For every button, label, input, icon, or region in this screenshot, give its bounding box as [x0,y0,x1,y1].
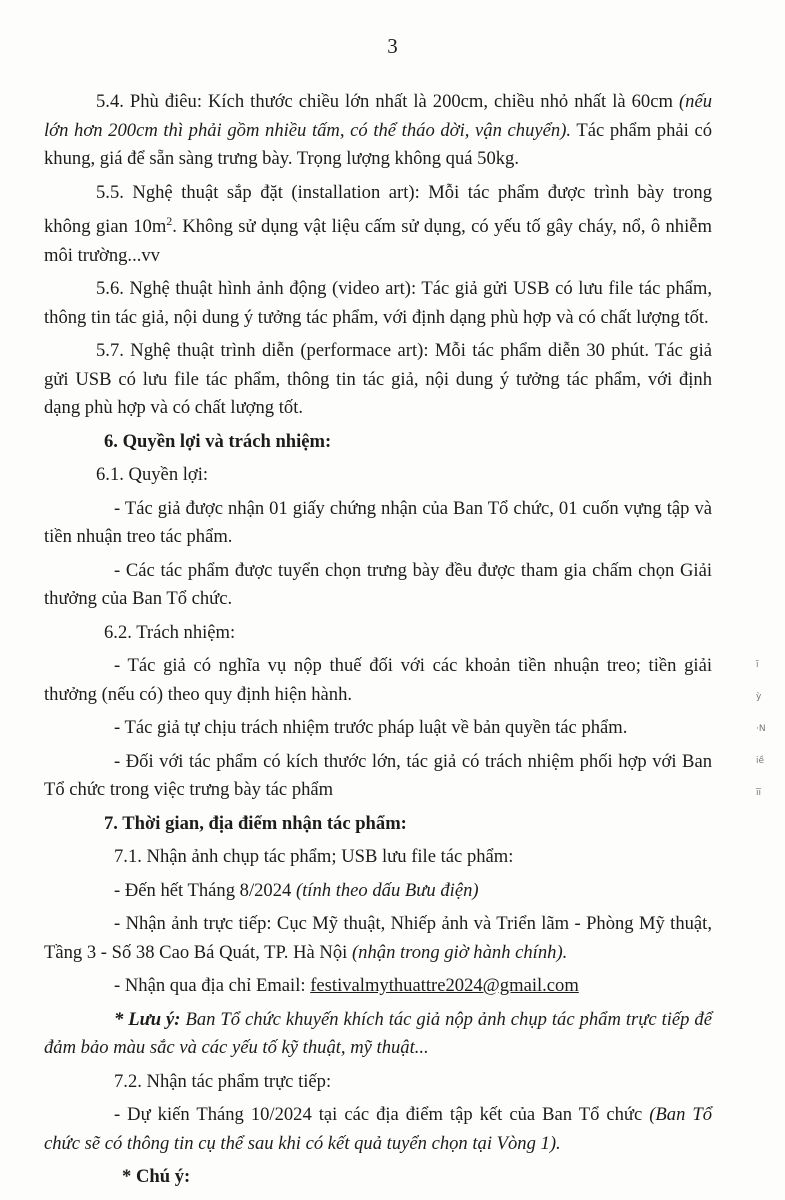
edge-mark: ĩ [756,660,759,670]
edge-bleed-marks [756,660,785,820]
edge-mark: iề [756,756,765,766]
list-item: - Đối với tác phẩm có kích thước lớn, tác giả có trách nhiệm phối hợp với Ban Tổ chức trong việc trưng bày tác phẩm [44,750,712,801]
section-5-6: 5.6. Nghệ thuật hình ảnh động (video art): Tác giả gửi USB có lưu file tác phẩm, thông tin tác giả, nội dung ý tưởng tác phẩm, với định dạng phù hợp và có chất lượng tốt. [44,278,712,328]
section-5-7: 5.7. Nghệ thuật trình diễn (performace art): Mỗi tác phẩm diễn 30 phút. Tác giả gửi USB có lưu file tác phẩm, thông tin tác giả, nội dung ý tưởng tác phẩm, với định dạng phù hợp và có chất lượng tốt. [44,340,712,419]
page-number: 3 [387,34,398,58]
note-chu-y: * Chú ý: [122,1166,191,1188]
edge-mark: īī [756,788,762,798]
list-item: - Tác giả có nghĩa vụ nộp thuế đối với các khoản tiền nhuận treo; tiền giải thưởng (nếu có) theo quy định hiện hành. [44,655,712,705]
document-body [44,88,712,1197]
section-6-1: 6.1. Quyền lợi: [96,464,209,486]
section-6-2: 6.2. Trách nhiệm: [104,621,236,643]
email-link[interactable]: festivalmythuattre2024@gmail.com [310,975,579,997]
section-7-1: 7.1. Nhận ảnh chụp tác phẩm; USB lưu file tác phẩm: [114,846,514,868]
direct-artwork-item: - Dự kiến Tháng 10/2024 tại các địa điểm tập kết của Ban Tổ chức (Ban Tổ chức sẽ có thông tin cụ thể sau khi có kết quả tuyển chọn tại Vòng 1). [44,1104,713,1154]
section-5-5: 5.5. Nghệ thuật sắp đặt (installation art): Mỗi tác phẩm được trình bày trong không gian $10m^2$. Không sử dụng vật liệu cấm sử dụng, có yếu tố gây cháy, nổ, ô nhiễm môi trường...vv [44,181,712,266]
heading-section-6: 6. Quyền lợi và trách nhiệm: [104,430,332,452]
direct-delivery-item: - Nhận ảnh trực tiếp: Cục Mỹ thuật, Nhiếp ảnh và Triển lãm - Phòng Mỹ thuật, Tầng 3 - Số 38 Cao Bá Quát, TP. Hà Nội (nhận trong giờ hành chính). [44,913,712,963]
list-item: - Tác giả tự chịu trách nhiệm trước pháp luật về bản quyền tác phẩm. [114,717,628,739]
edge-mark: ỳ [756,692,762,702]
list-item: - Tác giả được nhận 01 giấy chứng nhận của Ban Tổ chức, 01 cuốn vựng tập và tiền nhuận treo tác phẩm. [44,497,712,548]
section-7-2: 7.2. Nhận tác phẩm trực tiếp: [114,1070,332,1092]
heading-section-7: 7. Thời gian, địa điểm nhận tác phẩm: [104,812,407,834]
section-5-4: 5.4. Phù điêu: Kích thước chiều lớn nhất là 200cm, chiều nhỏ nhất là 60cm (nếu lớn hơn 200cm thì phải gồm nhiều tấm, có thể tháo dời, vận chuyển). Tác phẩm phải có khung, giá để sẵn sàng trưng bày. Trọng lượng không quá 50kg. [44,91,713,169]
edge-mark: ·N [756,724,766,734]
note-luu-y: * Lưu ý: Ban Tổ chức khuyến khích tác giả nộp ảnh chụp tác phẩm trực tiếp để đảm bảo màu sắc và các yếu tố kỹ thuật, mỹ thuật... [44,1008,712,1059]
email-item: - Nhận qua địa chỉ Email: festivalmythuattre2024@gmail.com [114,975,579,997]
deadline-item: - Đến hết Tháng 8/2024 (tính theo dấu Bưu điện) [114,879,479,901]
list-item: - Các tác phẩm được tuyển chọn trưng bày đều được tham gia chấm chọn Giải thưởng của Ban Tổ chức. [44,559,712,610]
